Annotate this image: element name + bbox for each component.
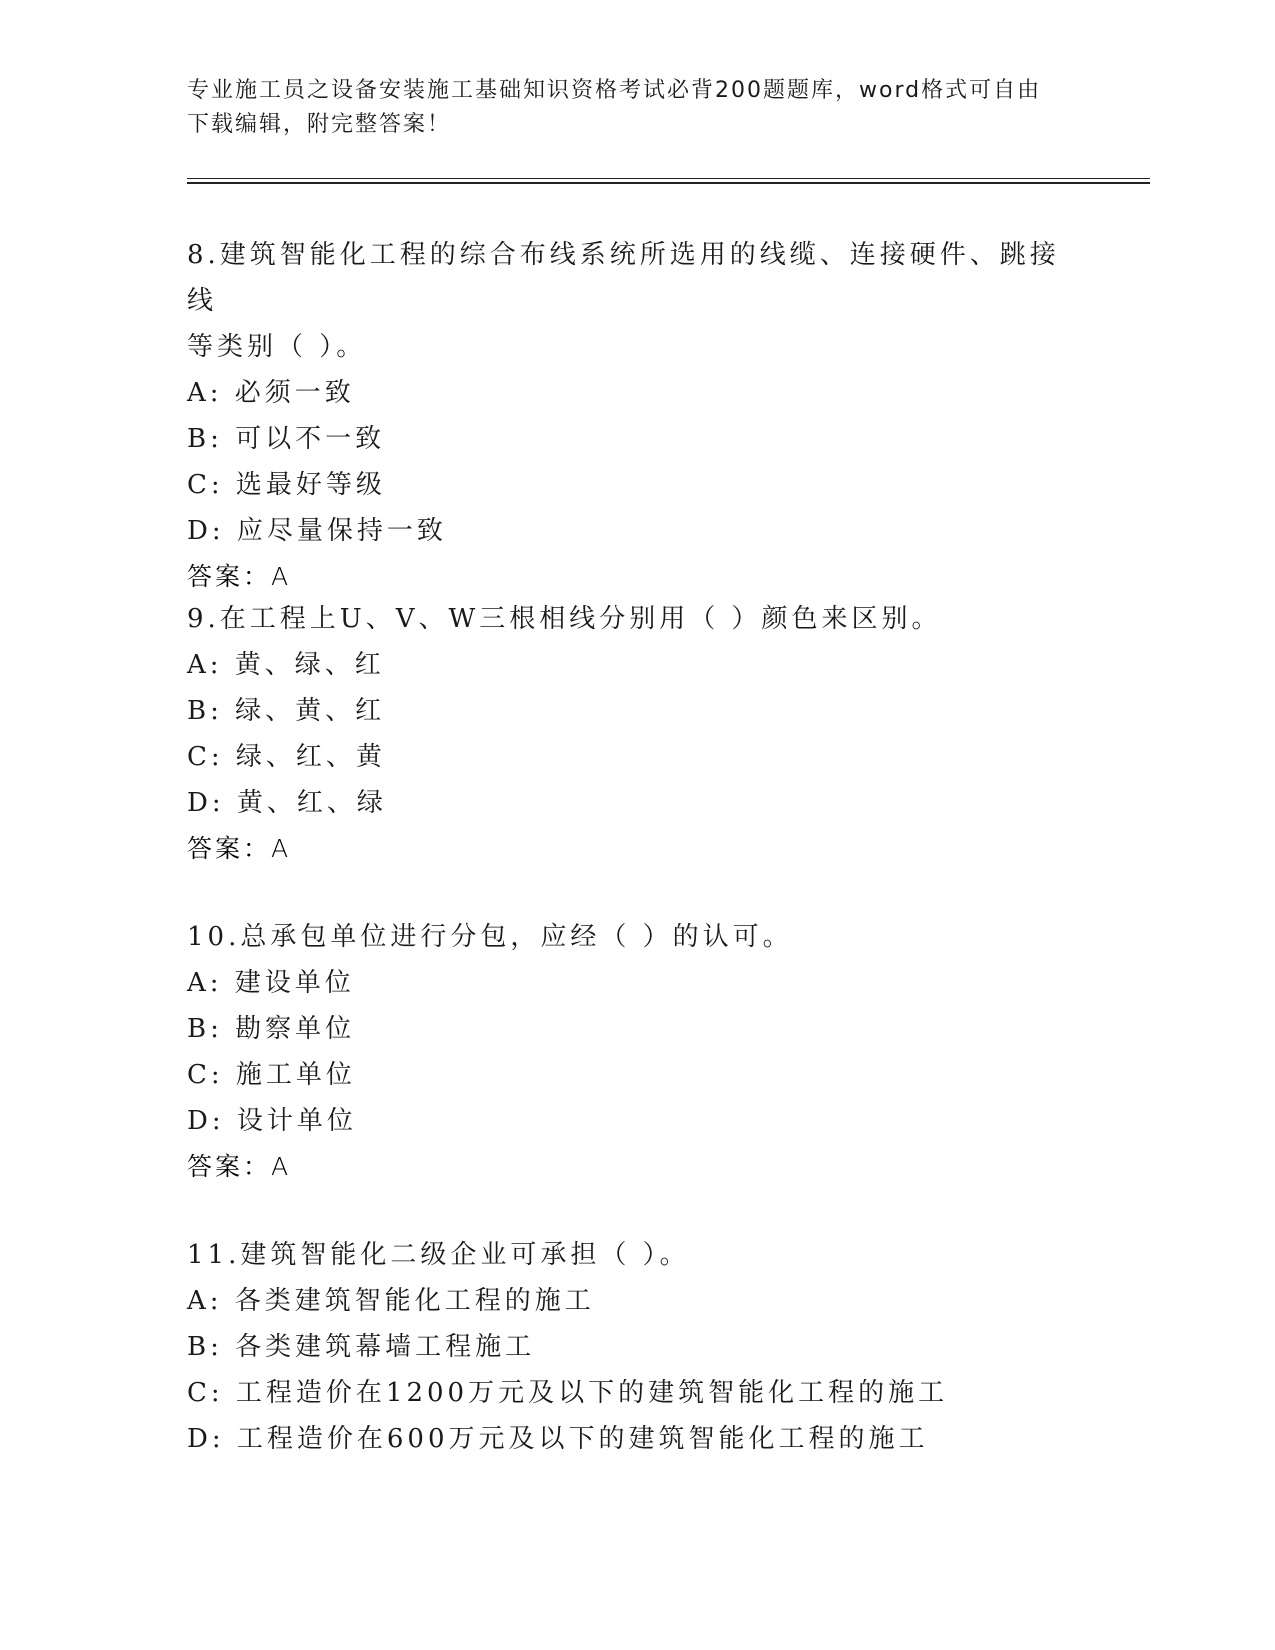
question-11 bbox=[187, 1232, 1087, 1462]
option-b: B: 各类建筑幕墙工程施工 bbox=[187, 1332, 536, 1362]
option-d: D: 设计单位 bbox=[187, 1106, 357, 1136]
option-b: B: 绿、黄、红 bbox=[187, 696, 386, 726]
question-9 bbox=[187, 596, 1087, 872]
question-stem-line-2: 等类别（ ）。 bbox=[187, 332, 367, 362]
answer: 答案：A bbox=[187, 1152, 292, 1181]
answer: 答案：A bbox=[187, 562, 292, 591]
option-b: B: 可以不一致 bbox=[187, 424, 386, 454]
option-a: A: 必须一致 bbox=[187, 378, 355, 408]
question-stem-line-1: 8.建筑智能化工程的综合布线系统所选用的线缆、连接硬件、跳接线 bbox=[187, 240, 1060, 316]
question-10 bbox=[187, 914, 1087, 1190]
question-stem-line-1: 10.总承包单位进行分包，应经（ ）的认可。 bbox=[187, 922, 793, 952]
header-divider-thin bbox=[187, 178, 1150, 179]
option-d: D: 黄、红、绿 bbox=[187, 788, 387, 818]
header-line-1: 专业施工员之设备安装施工基础知识资格考试必背200题题库，word格式可自由 bbox=[187, 78, 1042, 103]
option-b: B: 勘察单位 bbox=[187, 1014, 356, 1044]
document-header bbox=[187, 74, 1087, 142]
question-stem-line-1: 11.建筑智能化二级企业可承担（ ）。 bbox=[187, 1240, 690, 1270]
option-d: D: 应尽量保持一致 bbox=[187, 516, 447, 546]
option-a: A: 建设单位 bbox=[187, 968, 355, 998]
option-d: D: 工程造价在600万元及以下的建筑智能化工程的施工 bbox=[187, 1424, 929, 1454]
option-c: C: 绿、红、黄 bbox=[187, 742, 386, 772]
question-8 bbox=[187, 232, 1087, 600]
question-stem-line-1: 9.在工程上U、V、W三根相线分别用（ ）颜色来区别。 bbox=[187, 604, 942, 634]
answer: 答案：A bbox=[187, 834, 292, 863]
header-divider-thick bbox=[187, 182, 1150, 184]
option-a: A: 各类建筑智能化工程的施工 bbox=[187, 1286, 595, 1316]
option-c: C: 工程造价在1200万元及以下的建筑智能化工程的施工 bbox=[187, 1378, 949, 1408]
header-line-2: 下载编辑，附完整答案！ bbox=[187, 112, 452, 137]
option-c: C: 施工单位 bbox=[187, 1060, 356, 1090]
option-a: A: 黄、绿、红 bbox=[187, 650, 385, 680]
option-c: C: 选最好等级 bbox=[187, 470, 386, 500]
